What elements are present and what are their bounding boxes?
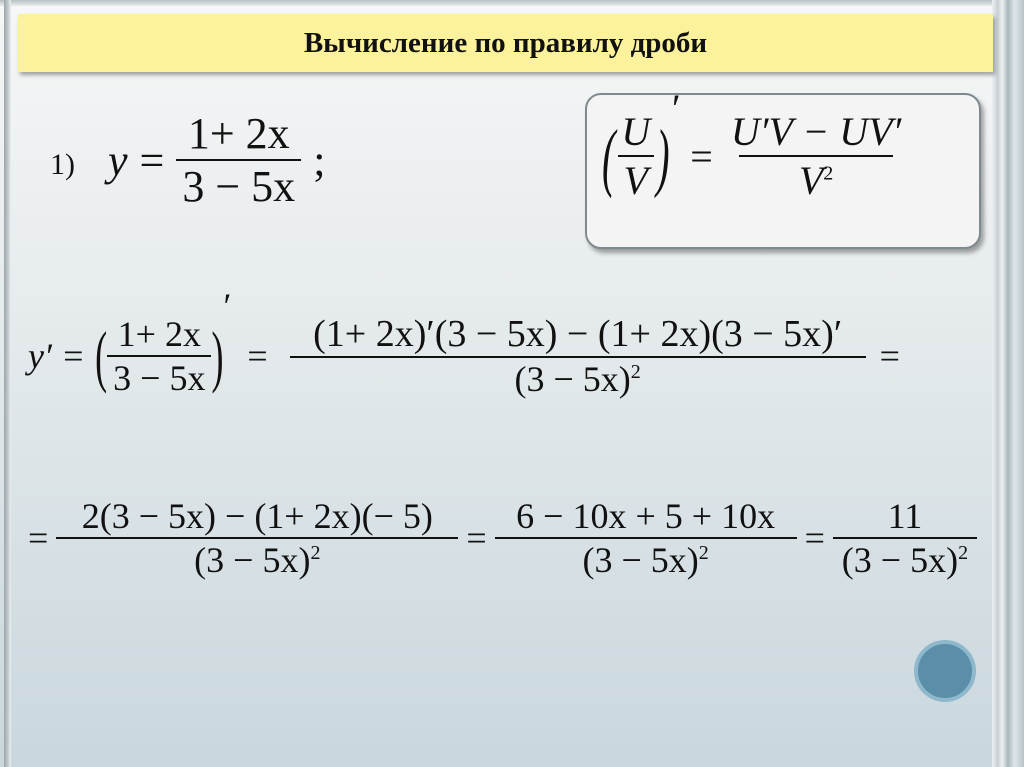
frame-right: [992, 0, 1024, 767]
rule-num-top: U: [621, 109, 651, 154]
step2-f2-numerator: 6 − 10x + 5 + 10x: [516, 496, 776, 536]
step2-f1-numerator: 2(3 − 5x) − (1+ 2x)(− 5): [81, 496, 433, 536]
slide-title: [18, 14, 993, 72]
problem-denominator: 3 − 5x: [176, 159, 301, 212]
step2-fraction-3: [833, 495, 977, 581]
problem-equation: [108, 108, 325, 212]
problem-fraction: [176, 108, 301, 212]
step2-f2-denominator: $(3 - 5x)^2$: [495, 537, 797, 581]
rule-eq: =: [690, 133, 713, 179]
rule-inner-fraction: [615, 108, 656, 204]
rule-den-top: V: [618, 155, 654, 204]
problem-numerator: 1+ 2x: [187, 109, 290, 158]
rule-paren-right: ): [656, 113, 670, 199]
step1-prime: ′: [223, 286, 232, 326]
rule-rhs-denominator: $V^2$: [739, 155, 893, 204]
problem-number: 1): [50, 148, 75, 181]
slide-title-text: Вычисление по правилу дроби: [303, 26, 708, 59]
step1-big-numerator: (1+ 2x)′(3 − 5x) − (1+ 2x)(3 − 5x)′: [313, 313, 843, 355]
step1-paren-left: (: [95, 318, 108, 394]
rule-paren-left: (: [602, 113, 616, 199]
frame-top: [0, 0, 1024, 6]
step1-inner-numerator: 1+ 2x: [117, 314, 201, 354]
rule-rhs-fraction: [725, 108, 907, 204]
step1-inner-fraction: [107, 313, 211, 399]
step1-eq-end: =: [879, 336, 900, 376]
step2-fraction-1: [56, 495, 458, 581]
step2-equation: [28, 495, 977, 581]
step2-eq1: =: [28, 518, 49, 558]
step1-big-fraction: [290, 312, 866, 400]
rule-rhs-numerator: U′V − UV′: [730, 109, 902, 154]
step2-eq3: =: [804, 518, 825, 558]
decorative-circle: [914, 640, 976, 702]
step1-big-denominator: $(3 - 5x)^2$: [290, 356, 866, 400]
step2-f3-numerator: 11: [887, 496, 923, 536]
step2-f3-denominator: $(3 - 5x)^2$: [833, 537, 977, 581]
step1-lhs: y′ =: [28, 336, 86, 376]
frame-left: [4, 0, 11, 767]
step1-equation: [28, 286, 900, 400]
step2-f1-denominator: $(3 - 5x)^2$: [56, 537, 458, 581]
problem-semicolon: ;: [313, 135, 326, 185]
problem-lhs: y: [108, 135, 128, 185]
step1-eq: =: [247, 336, 268, 376]
step2-eq2: =: [466, 518, 487, 558]
rule-prime: ′: [669, 85, 679, 131]
step1-inner-denominator: 3 − 5x: [107, 355, 211, 399]
step1-paren-right: ): [211, 318, 224, 394]
problem-eq: =: [139, 135, 165, 185]
quotient-rule: [602, 85, 907, 204]
step2-fraction-2: [495, 495, 797, 581]
